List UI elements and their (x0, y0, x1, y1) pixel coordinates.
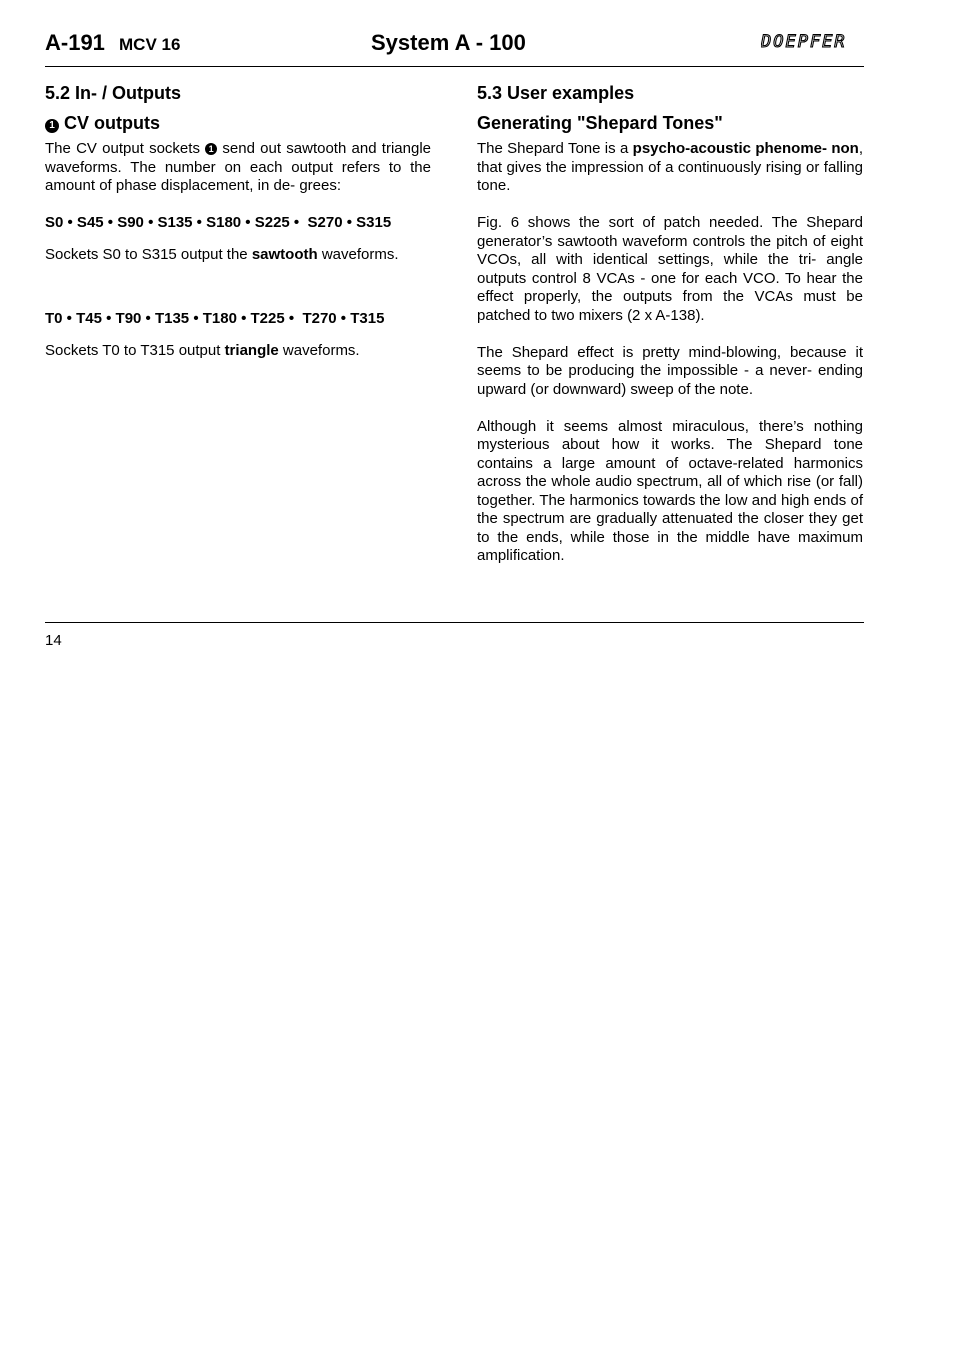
system-title: System A - 100 (371, 30, 526, 55)
page-number: 14 (45, 632, 62, 649)
section-title-inputs-outputs: 5.2 In- / Outputs (45, 83, 182, 103)
sawtooth-description: Sockets S0 to S315 output the sawtooth waveforms. (45, 245, 399, 263)
module-name: MCV 16 (119, 35, 181, 54)
shepard-paragraph-4: Although it seems almost miraculous, there’s nothing mysterious about how it works. The Shepard tone contains a large amount of octave-related harmonics across the whole audio spectrum, all of which rise (or fall) together. The harmonics towards the low and high ends of the spectrum are gradually attenuated the closer they get to the ends, while those in the middle have maximum amplification. (477, 417, 863, 564)
cv-outputs-label: CV outputs (64, 113, 161, 133)
doepfer-logo (761, 31, 861, 51)
section-title-user-examples: 5.3 User examples (477, 83, 635, 103)
footer-divider (45, 622, 864, 623)
subsection-title-shepard-tones: Generating "Shepard Tones" (477, 113, 723, 133)
sawtooth-socket-list: S0 • S45 • S90 • S135 • S180 • S225 • S270 • S315 (45, 213, 392, 231)
cv-outputs-intro: The CV output sockets 1 send out sawtooth and triangle waveforms. The number on each output refers to the amount of phase displacement, in de- grees: (45, 140, 431, 194)
module-number: A-191 (45, 30, 105, 55)
shepard-paragraph-2: Fig. 6 shows the sort of patch needed. The Shepard generator’s sawtooth waveform controls the pitch of eight VCOs, all with identical settings, while the tri- angle outputs control 8 VCAs - one for each VCO. To hear the effect properly, the outputs from the VCAs must be patched to two mixers (2 x A-138). (477, 214, 863, 324)
number-one-icon: 1 (45, 119, 59, 133)
shepard-paragraph-3: The Shepard effect is pretty mind-blowing, because it seems to be producing the impossible - a never- ending upward (or downward) sweep of the note. (477, 343, 863, 398)
triangle-socket-list: T0 • T45 • T90 • T135 • T180 • T225 • T270 • T315 (45, 310, 385, 327)
number-one-icon: 1 (205, 143, 217, 155)
triangle-description: Sockets T0 to T315 output triangle waveforms. (45, 342, 360, 359)
shepard-paragraph-1: The Shepard Tone is a psycho-acoustic phenome- non, that gives the impression of a continuously rising or falling tone. (477, 140, 864, 194)
right-column (477, 82, 863, 566)
page-header (45, 28, 864, 67)
left-column (45, 82, 431, 361)
svg-text:DOEPFER: DOEPFER (761, 32, 847, 51)
subsection-title-cv-outputs (45, 112, 431, 134)
